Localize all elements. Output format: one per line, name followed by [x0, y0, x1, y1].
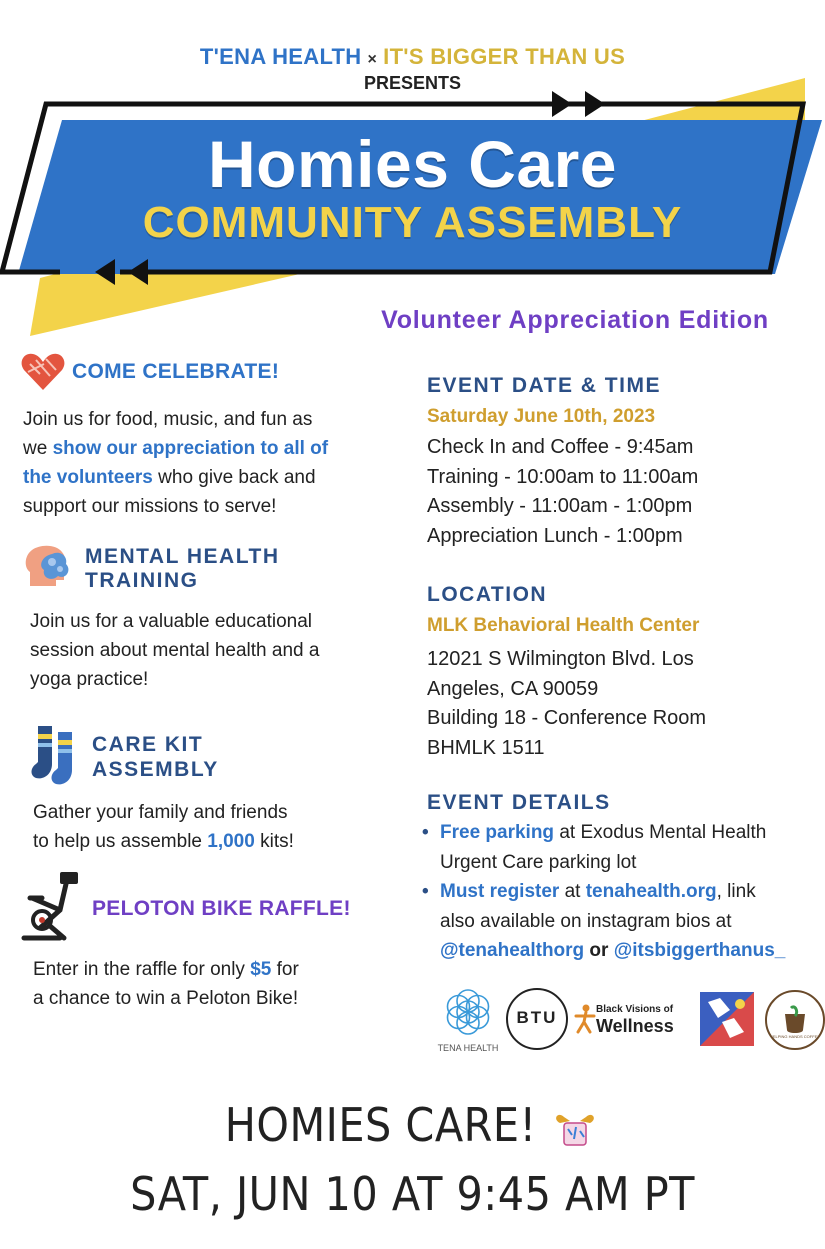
art-logo — [700, 992, 754, 1046]
address-line: Angeles, CA 90059 — [427, 677, 599, 700]
bullet-icon: • — [422, 822, 429, 843]
schedule-list — [427, 433, 698, 551]
arrow-right-1 — [552, 91, 572, 117]
arrow-right-2 — [585, 91, 605, 117]
partners-line — [0, 44, 825, 70]
sponsor-logos — [428, 978, 823, 1058]
website-link[interactable]: tenahealth.org — [585, 881, 717, 902]
footer-datetime: SAT, JUN 10 AT 9:45 AM PT — [130, 1167, 695, 1221]
instagram-handle-tena[interactable]: @tenahealthorg — [440, 940, 585, 961]
ibtu-logo: BTU — [506, 988, 568, 1050]
celebrate-heading: COME CELEBRATE! — [72, 360, 280, 383]
head-brain-icon — [22, 542, 74, 588]
partner-tena: T'ENA HEALTH — [199, 44, 362, 69]
schedule-line: Appreciation Lunch - 1:00pm — [427, 524, 683, 547]
peloton-heading: PELOTON BIKE RAFFLE! — [92, 897, 351, 920]
art-icon — [700, 992, 754, 1046]
flower-of-life-icon — [442, 986, 494, 1038]
carekit-heading — [92, 732, 219, 782]
details-heading: EVENT DETAILS — [427, 791, 611, 814]
schedule-line: Assembly - 11:00am - 1:00pm — [427, 495, 693, 517]
address-line: BHMLK 1511 — [427, 736, 545, 759]
celebrate-line-1: Join us for food, music, and fun as — [23, 409, 313, 430]
edition-label: Volunteer Appreciation Edition — [381, 306, 769, 334]
details-item-parking: • Free parking at Exodus Mental Health Urgent Care parking lot — [422, 818, 825, 877]
coffee-icon — [767, 992, 823, 1048]
tena-health-logo: TENA HEALTH — [428, 986, 508, 1056]
carekit-line-2: to help us assemble 1,000 kits! — [33, 831, 294, 852]
celebrate-line-2: we show our appreciation to all of — [23, 438, 329, 459]
figure-icon — [574, 1004, 596, 1034]
carekit-heading-line-1: CARE KIT — [92, 733, 204, 756]
address-line: 12021 S Wilmington Blvd. Los — [427, 648, 694, 670]
heart-icon — [20, 350, 66, 392]
cross-symbol: × — [367, 51, 378, 68]
location-heading: LOCATION — [427, 583, 548, 606]
address-line: Building 18 - Conference Room — [427, 707, 707, 729]
bike-icon — [20, 870, 82, 942]
celebrate-line-3: the volunteers who give back and — [23, 467, 316, 488]
peloton-line-2: a chance to win a Peloton Bike! — [33, 988, 299, 1009]
footer-title: HOMIES CARE! — [0, 1098, 825, 1152]
instagram-handle-ibtu[interactable]: @itsbiggerthanus_ — [613, 940, 786, 961]
schedule-line: Training - 10:00am to 11:00am — [427, 465, 699, 488]
black-visions-logo: Black Visions of Wellness — [574, 1000, 692, 1040]
mental-line-3: yoga practice! — [30, 669, 149, 690]
helping-hands-coffee-logo: HELPING HANDS COFFEE — [765, 990, 825, 1050]
celebrate-body — [23, 405, 408, 521]
details-list — [422, 818, 825, 966]
location-venue: MLK Behavioral Health Center — [427, 615, 700, 636]
details-item-register: • Must register at tenahealth.org, link also available on instagram bios at @tenahealthorg or @itsbiggerthanus_ — [422, 877, 825, 966]
datetime-heading: EVENT DATE & TIME — [427, 374, 661, 397]
mental-heading-line-2: TRAINING — [85, 569, 199, 592]
carekit-line-1: Gather your family and friends — [33, 802, 288, 823]
schedule-line: Check In and Coffee - 9:45am — [427, 436, 694, 458]
title-sub: COMMUNITY ASSEMBLY — [142, 198, 683, 247]
celebrate-line-4: support our missions to serve! — [23, 496, 277, 517]
carekit-heading-line-2: ASSEMBLY — [92, 758, 219, 781]
socks-icon — [28, 724, 84, 786]
mental-line-2: session about mental health and a — [30, 640, 320, 661]
partner-ibtu: IT'S BIGGER THAN US — [383, 44, 626, 69]
presents-label: PRESENTS — [363, 73, 462, 93]
title-main: Homies Care — [207, 127, 617, 201]
peloton-body — [33, 955, 418, 1013]
location-address — [427, 645, 706, 763]
carekit-body — [33, 798, 418, 856]
mental-body — [30, 607, 415, 694]
mental-heading — [85, 545, 279, 593]
mental-heading-line-1: MENTAL HEALTH — [85, 545, 280, 568]
party-popper-icon — [550, 1109, 600, 1149]
bullet-icon: • — [422, 881, 429, 902]
event-date: Saturday June 10th, 2023 — [427, 406, 656, 427]
mental-line-1: Join us for a valuable educational — [30, 611, 313, 632]
peloton-line-1: Enter in the raffle for only $5 for — [33, 959, 299, 980]
